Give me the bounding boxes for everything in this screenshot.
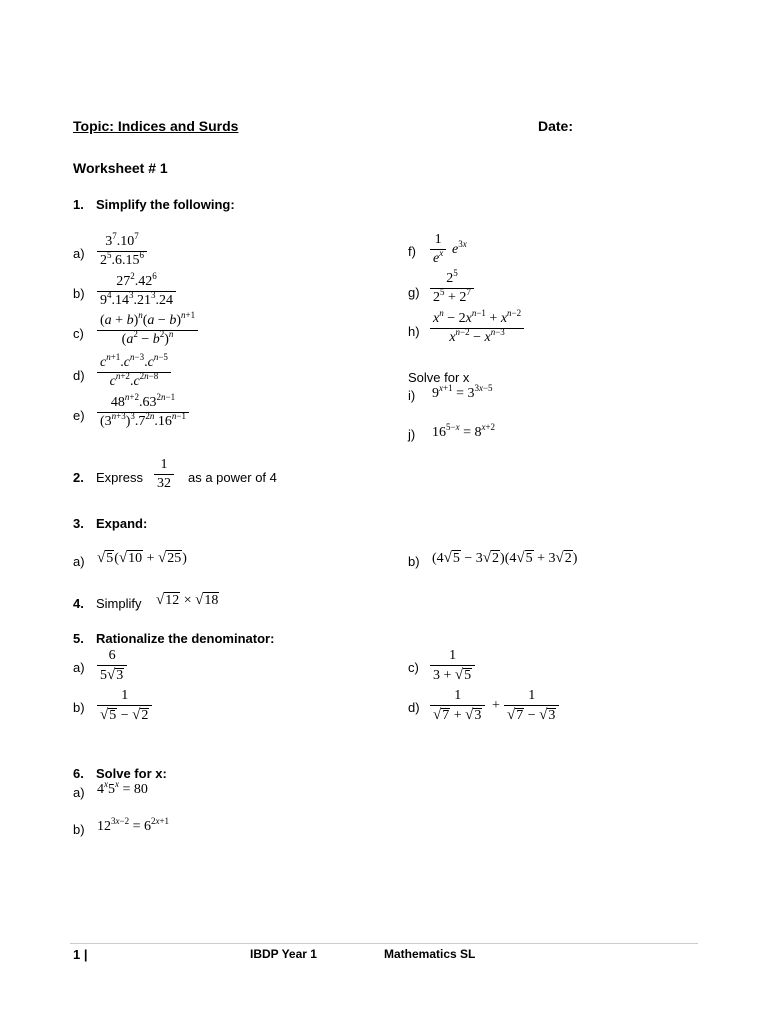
q5-title: Rationalize the denominator: bbox=[96, 631, 275, 646]
q1g-label: g) bbox=[408, 285, 420, 300]
q1c-expression: $(a + b)^n(a - b)^{n+1}$ $(a^2 - b^2)^n$ bbox=[97, 314, 198, 347]
q1-title: Simplify the following: bbox=[96, 197, 235, 212]
q5d-label: d) bbox=[408, 700, 420, 715]
q1f-exponential: $e^{3x}$ bbox=[452, 239, 467, 257]
q5d-fraction-2: 1 √ 7 − √ 3 bbox=[504, 689, 559, 723]
q1d-expression: $c^{n+1}.c^{n-3}.c^{n-5}$ $c^{n+2}.c^{2n-8}$ bbox=[97, 356, 171, 389]
footer-course: IBDP Year 1 bbox=[250, 947, 317, 961]
q5a-expression: 6 5 √ 3 bbox=[97, 649, 127, 683]
footer-divider bbox=[70, 943, 698, 944]
q6a-equation: $4^x5^x = 80$ bbox=[97, 779, 148, 797]
q1d-label: d) bbox=[73, 368, 85, 383]
q5c-label: c) bbox=[408, 660, 419, 675]
q3b-label: b) bbox=[408, 554, 420, 569]
q4-expression: √ 12 × √ 18 bbox=[156, 592, 219, 608]
q3-number: 3. bbox=[73, 516, 84, 531]
q1a-label: a) bbox=[73, 246, 85, 261]
page-number: 1 | bbox=[73, 947, 88, 962]
q1f-label: f) bbox=[408, 244, 416, 259]
solve-for-x-text: Solve for x bbox=[408, 370, 470, 385]
q1-number: 1. bbox=[73, 197, 84, 212]
q5b-expression: 1 √ 5 − √ 2 bbox=[97, 689, 152, 723]
q1j-label: j) bbox=[408, 427, 416, 442]
q1j-equation: $16^{5-x} = 8^{x+2}$ bbox=[432, 422, 496, 440]
q1c-label: c) bbox=[73, 326, 84, 341]
q6-number: 6. bbox=[73, 766, 84, 781]
q6a-label: a) bbox=[73, 785, 85, 800]
worksheet-title: Worksheet # 1 bbox=[73, 160, 168, 176]
q2-number: 2. bbox=[73, 470, 84, 485]
q1b-label: b) bbox=[73, 286, 85, 301]
q2-denominator: 32 bbox=[157, 476, 171, 491]
q1g-expression: $2^5$ $2^5 + 2^7$ bbox=[430, 272, 474, 305]
q1i-label: i) bbox=[408, 388, 416, 403]
q1f-fraction: 1 $e^x$ bbox=[430, 233, 446, 266]
q5b-label: b) bbox=[73, 700, 85, 715]
footer-subject: Mathematics SL bbox=[384, 947, 476, 961]
q1e-label: e) bbox=[73, 408, 85, 423]
q1e-expression: $48^{n+2}.63^{2n-1}$ $(3^{n+3})^3.7^{2n}.16^{n-1}$ bbox=[97, 396, 189, 429]
q6-title: Solve for x: bbox=[96, 766, 167, 781]
q1b-expression: $27^2.42^6$ $9^4.14^3.21^3.24$ bbox=[97, 275, 176, 308]
q2-text-after: as a power of 4 bbox=[188, 470, 277, 485]
q5a-label: a) bbox=[73, 660, 85, 675]
date-label: Date: bbox=[538, 118, 574, 134]
q3a-expression: √ 5 ( √ 10 + √ 25 ) bbox=[97, 550, 187, 566]
q5d-plus: + bbox=[492, 698, 500, 713]
q5d-fraction-1: 1 √ 7 + √ 3 bbox=[430, 689, 485, 723]
q6b-equation: $12^{3x-2} = 6^{2x+1}$ bbox=[97, 816, 170, 834]
q6b-label: b) bbox=[73, 822, 85, 837]
q3b-expression: (4 √ 5 − 3 √ 2 )(4 √ 5 + 3 √ 2 ) bbox=[432, 550, 578, 566]
topic-heading: Topic: Indices and Surds bbox=[73, 118, 239, 134]
q2-fraction bbox=[154, 458, 174, 491]
q2-text-before: Express bbox=[96, 470, 143, 485]
q3-title: Expand: bbox=[96, 516, 148, 531]
q1h-label: h) bbox=[408, 324, 420, 339]
q5-number: 5. bbox=[73, 631, 84, 646]
q1i-equation: $9^{x+1} = 3^{3x-5}$ bbox=[432, 383, 493, 401]
q5c-expression: 1 3 + √ 5 bbox=[430, 649, 475, 683]
q3a-label: a) bbox=[73, 554, 85, 569]
q2-numerator: 1 bbox=[160, 457, 168, 472]
q1a-expression: $3^7.10^7$ $2^5.6.15^6$ bbox=[97, 235, 147, 268]
q4-title: Simplify bbox=[96, 596, 142, 611]
q1h-expression: $x^n - 2x^{n-1} + x^{n-2}$ $x^{n-2} - x^{n-3}$ bbox=[430, 312, 524, 345]
q4-number: 4. bbox=[73, 596, 84, 611]
